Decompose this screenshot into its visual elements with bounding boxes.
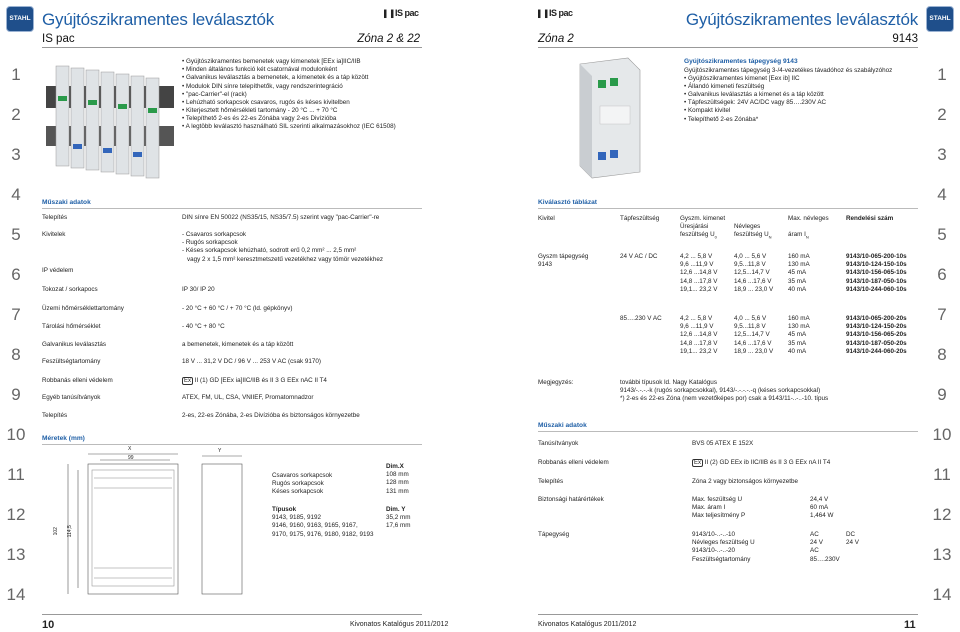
page-title-left: Gyújtószikramentes leválasztók xyxy=(42,10,275,29)
feature-item: • Telepíthető 2-es és 22-es Zónába vagy 2-es Divízióba xyxy=(182,115,422,123)
product-feature: • Galvanikus leválasztás a kimenet és a táp között xyxy=(684,91,920,99)
col-header-gyszm: Gyszm. kimenet xyxy=(680,215,726,222)
tech-value: a bemenetek, kimenetek és a táp között xyxy=(182,341,294,348)
row-number: 1 xyxy=(937,65,947,84)
feature-item: • Minden általános funkció két csatornával modulonként xyxy=(182,66,422,74)
page-title-right: Gyújtószikramentes leválasztók xyxy=(685,10,918,29)
dim-y-header: Dim. Y xyxy=(386,506,406,513)
dim-102-label: 102 xyxy=(52,527,59,536)
supply-row: Feszültségtartomány 85….230V xyxy=(692,555,840,563)
brand-text: IS pac xyxy=(548,8,573,18)
row-number: 4 xyxy=(11,185,21,204)
feature-item: • Modulok DIN sínre telepíthetők, vagy rendszerintegráció xyxy=(182,83,422,91)
terminal-type: Késes sorkapcsok xyxy=(272,488,324,496)
safety-row: Max. feszültség U 24,4 V xyxy=(692,496,829,503)
table-row: 14,8 ...17,8 V 14,6 ...17,6 V 35 mA 9143/10-187-050-20s xyxy=(680,339,907,347)
dim-99-label: 99 xyxy=(128,455,134,461)
table-row: 4,2 ... 5,8 V 4,0 ... 5,6 V 160 mA 9143/10-065-200-20s xyxy=(680,315,907,322)
tech-value: Zóna 2 vagy biztonságos környezetbe xyxy=(692,478,799,485)
header-divider-right xyxy=(538,47,918,48)
tech-value: ATEX, FM, UL, CSA, VNIIEF, Promatomnadzor xyxy=(182,394,314,401)
col-header-ures: Üresjárási xyxy=(680,223,709,230)
tech-value: II (1) GD [EEx ia]IIC/IIB és II 3 G EEx nAC II T4 xyxy=(194,377,327,384)
tech-value: - 20 °C + 60 °C / + 70 °C (ld. gépkönyv) xyxy=(182,305,293,312)
tech-key: Telepítés xyxy=(42,412,68,419)
tech-key: Kivitelek xyxy=(42,231,66,238)
product-photo-modules xyxy=(42,56,178,186)
tech-key: Üzemi hőmérséklettartomány xyxy=(42,305,124,312)
section-divider xyxy=(42,208,422,209)
note-line: további típusok ld. Nagy Katalógus xyxy=(620,379,717,386)
tech-key: Robbanás elleni védelem xyxy=(538,459,609,466)
col-header-maxn: Max. névleges xyxy=(788,215,829,222)
brand-logo-right: ▌▐ IS pac xyxy=(538,8,573,18)
feature-item: • Gyújtószikramentes bemenetek vagy kimenetek [EEx ia]IIC/IIB xyxy=(182,58,422,66)
supply-cell: 24 V AC / DC xyxy=(620,253,658,260)
tech-value: II (2) GD EEx ib IIC/IIB és II 3 G EEx nA II T4 xyxy=(704,459,831,466)
row-number: 4 xyxy=(937,185,947,204)
dim-x-value: 128 mm xyxy=(386,479,409,487)
footer-divider-left xyxy=(42,614,422,615)
dim-y-label: Y xyxy=(218,448,222,454)
row-number: 2 xyxy=(11,105,21,124)
zone-left: Zóna 2 & 22 xyxy=(357,33,420,45)
tech-value: BVS 05 ATEX E 152X xyxy=(692,440,754,447)
tech-key: Tárolási hőmérséklet xyxy=(42,323,101,330)
dim-x-header: Dim.X xyxy=(386,463,404,470)
col-header-nevl2: feszültség $U_N$ xyxy=(734,231,772,240)
power-supply-label: Tápegység xyxy=(538,531,570,538)
row-number: 9 xyxy=(11,385,21,404)
col-header-kivitel: Kivitel xyxy=(538,215,555,222)
tech-value: IP 30/ IP 20 xyxy=(182,286,215,293)
page-number-left: 10 xyxy=(42,619,55,631)
safety-limits-label: Biztonsági határértékek xyxy=(538,496,604,503)
note-line: *) 2-es és 22-es Zóna (nem vezetőképes por) csak a 9143/11-..-..-10. típus xyxy=(620,395,829,403)
tech-key: Robbanás elleni védelem xyxy=(42,377,113,384)
tech-value: DIN sínre EN 50022 (NS35/15, NS35/7.5) szerint vagy "pac-Carrier"-re xyxy=(182,214,380,221)
tech-value: 18 V ... 31,2 V DC / 96 V ... 253 V AC (csak 9170) xyxy=(182,358,321,365)
row-number: 5 xyxy=(937,225,947,244)
safety-row: Max. áram I 60 mA xyxy=(692,504,829,512)
product-name-left: IS pac xyxy=(42,33,75,45)
row-number: 8 xyxy=(937,345,947,364)
dim-y-value: 35,2 mm xyxy=(386,514,411,522)
tech-key: Feszültségtartomány xyxy=(42,358,101,365)
tech-key: Galvanikus leválasztás xyxy=(42,341,107,348)
type-list-line: 9170, 9175, 9176, 9180, 9182, 9193 xyxy=(272,530,374,538)
feature-item: • "pac-Carrier"-el (rack) xyxy=(182,91,422,99)
row-number: 10 xyxy=(932,425,952,444)
kivitel-cell: 9143 xyxy=(538,261,553,269)
supply-cell: 85….230 V AC xyxy=(620,315,662,322)
brand-text: IS pac xyxy=(394,8,419,18)
table-row: 12,6 ...14,8 V 12,5...14,7 V 45 mA 9143/10-156-065-10s xyxy=(680,269,907,277)
feature-item: • Kiterjesztett hőmérsékleti tartomány - 20 °C ... + 70 °C xyxy=(182,107,422,115)
section-title-selection: Kiválasztó táblázat xyxy=(538,199,597,206)
row-number: 5 xyxy=(11,225,21,244)
product-desc: Gyújtószikramentes tápegység 3-/4-vezetékes távadóhoz és szabályzóhoz xyxy=(684,66,893,74)
note-line: 9143/-.-.-.-k (rugós sorkapcsokkal), 9143/-.-.-.-.-q (késes sorkapcsokkal) xyxy=(620,387,821,395)
row-number: 12 xyxy=(6,505,26,524)
col-header-maxn2: áram $I_N$ xyxy=(788,231,809,240)
section-divider xyxy=(42,444,422,445)
row-number: 1 xyxy=(11,65,21,84)
tech-key: Tanúsítványok xyxy=(538,440,579,447)
row-number: 13 xyxy=(6,545,26,564)
row-number: 2 xyxy=(937,105,947,124)
row-number: 14 xyxy=(6,585,26,604)
table-row: 9,6 ...11,9 V 9,5...11,8 V 130 mA 9143/10-124-150-20s xyxy=(680,323,907,331)
header-divider-left xyxy=(42,47,422,48)
terminal-type: Csavaros sorkapcsok xyxy=(272,472,333,479)
dimension-drawing xyxy=(52,446,260,598)
row-number: 10 xyxy=(6,425,26,444)
tech-value: 2-es, 22-es Zónába, 2-es Divízióba és biztonságos környezetbe xyxy=(182,412,360,419)
row-number: 12 xyxy=(932,505,952,524)
catalog-footer-right: Kivonatos Katalógus 2011/2012 xyxy=(538,621,637,628)
stahl-logo-right: STAHL xyxy=(926,6,954,32)
row-number: 7 xyxy=(937,305,947,324)
dim-y-value: 17,6 mm xyxy=(386,522,411,530)
notes-label: Megjegyzés: xyxy=(538,379,574,386)
row-number: 11 xyxy=(7,465,25,484)
page-number-right: 11 xyxy=(904,619,916,631)
col-header-rend: Rendelési szám xyxy=(846,215,894,222)
product-feature: • Kompakt kivitel xyxy=(684,107,920,115)
dim-x-value: 108 mm xyxy=(386,471,409,479)
table-row: 12,6 ...14,8 V 12,5...14,7 V 45 mA 9143/10-156-065-20s xyxy=(680,331,907,339)
supply-row: 9143/10-..-..-10 AC DC xyxy=(692,531,856,538)
tech-value: - Rugós sorkapcsok xyxy=(182,239,238,247)
table-row: 9,6 ...11,9 V 9,5...11,8 V 130 mA 9143/10-124-150-10s xyxy=(680,261,907,269)
zone-right: Zóna 2 xyxy=(538,33,574,45)
supply-row: 9143/10-..-..-20 AC xyxy=(692,547,819,555)
table-row: 19,1... 23,2 V 18,9 ... 23,0 V 40 mA 9143/10-244-060-20s xyxy=(680,347,907,355)
type-list-line: 9146, 9160, 9163, 9165, 9167, xyxy=(272,522,358,530)
dim-x-label: X xyxy=(128,446,132,452)
supply-row: Névleges feszültség U 24 V 24 V xyxy=(692,539,859,547)
product-name-right: 9143 xyxy=(892,33,918,45)
safety-row: Max teljesítmény P 1,464 W xyxy=(692,512,834,520)
tech-key: Telepítés xyxy=(538,478,564,485)
ex-mark-icon: Ex xyxy=(184,378,192,384)
product-title: Gyújtószikramentes tápegység 9143 xyxy=(684,58,798,65)
section-divider xyxy=(538,431,918,432)
types-header: Típusok xyxy=(272,506,297,513)
tech-value: - 40 °C + 80 °C xyxy=(182,323,225,330)
section-divider xyxy=(538,208,918,209)
product-feature: • Telepíthető 2-es Zónába* xyxy=(684,116,920,124)
row-number: 6 xyxy=(937,265,947,284)
feature-item: • Lehúzható sorkapcsok csavaros, rugós és késes kivitelben xyxy=(182,99,422,107)
col-header-nevl: Névleges xyxy=(734,223,761,230)
tech-key: IP védelem xyxy=(42,267,74,274)
table-row: 14,8 ...17,8 V 14,6 ...17,6 V 35 mA 9143/10-187-050-10s xyxy=(680,277,907,285)
tech-value: vagy 2 x 1,5 mm² keresztmetszetű vezetékhez vagy tömör vezetékhez xyxy=(187,255,383,263)
col-header-tap: Tápfeszültség xyxy=(620,215,660,222)
brand-logo-left: ▌▐ IS pac xyxy=(384,8,419,18)
feature-item: • A legtöbb leválasztó használható SIL szerinti alkalmazásokhoz (IEC 61508) xyxy=(182,123,422,131)
dim-x-value: 131 mm xyxy=(386,487,409,495)
tech-key: Egyéb tanúsítványok xyxy=(42,394,101,401)
ex-mark-icon: Ex xyxy=(694,460,702,466)
tech-value: - Csavaros sorkapcsok xyxy=(182,231,247,238)
col-header-ures2: feszültség $U_0$ xyxy=(680,231,717,240)
tech-key: Tokozat / sorkapocs xyxy=(42,286,98,293)
catalog-footer-left: Kivonatos Katalógus 2011/2012 xyxy=(350,621,449,628)
product-feature: • Tápfeszültségek: 24V AC/DC vagy 85….230V AC xyxy=(684,99,920,107)
row-number: 3 xyxy=(937,145,947,164)
tech-key: Telepítés xyxy=(42,214,68,221)
type-list-line: 9143, 9185, 9192 xyxy=(272,514,322,522)
row-number: 3 xyxy=(11,145,21,164)
row-number: 9 xyxy=(937,385,947,404)
tech-value: - Késes sorkapcsok lehúzható, sodrott erű 0,2 mm² ... 2,5 mm² xyxy=(182,247,357,255)
footer-divider-right xyxy=(538,614,918,615)
table-row: 19,1... 23,2 V 18,9 ... 23,0 V 40 mA 9143/10-244-060-10s xyxy=(680,285,907,293)
row-number: 6 xyxy=(11,265,21,284)
product-photo-9143 xyxy=(560,56,650,181)
stahl-logo-left: STAHL xyxy=(6,6,34,32)
row-number: 11 xyxy=(933,465,951,484)
row-number: 7 xyxy=(11,305,21,324)
table-row: 4,2 ... 5,8 V 4,0 ... 5,6 V 160 mA 9143/10-065-200-10s xyxy=(680,253,907,260)
section-title-dimensions: Méretek (mm) xyxy=(42,435,85,442)
section-title-tech-left: Műszaki adatok xyxy=(42,199,91,206)
product-feature: • Állandó kimeneti feszültség xyxy=(684,83,920,91)
terminal-type: Rugós sorkapcsok xyxy=(272,480,324,488)
row-number: 8 xyxy=(11,345,21,364)
product-feature: • Gyújtószikramentes kimenet [Eex ib] IIC xyxy=(684,75,920,83)
feature-item: • Galvanikus leválasztás a bemenetek, a kimenetek és a táp között xyxy=(182,74,422,82)
row-number: 14 xyxy=(932,585,952,604)
row-number: 13 xyxy=(932,545,952,564)
section-title-tech-right: Műszaki adatok xyxy=(538,422,587,429)
kivitel-cell: Gyszm tápegység xyxy=(538,253,589,260)
dim-1145-label: 114,5 xyxy=(66,525,73,538)
